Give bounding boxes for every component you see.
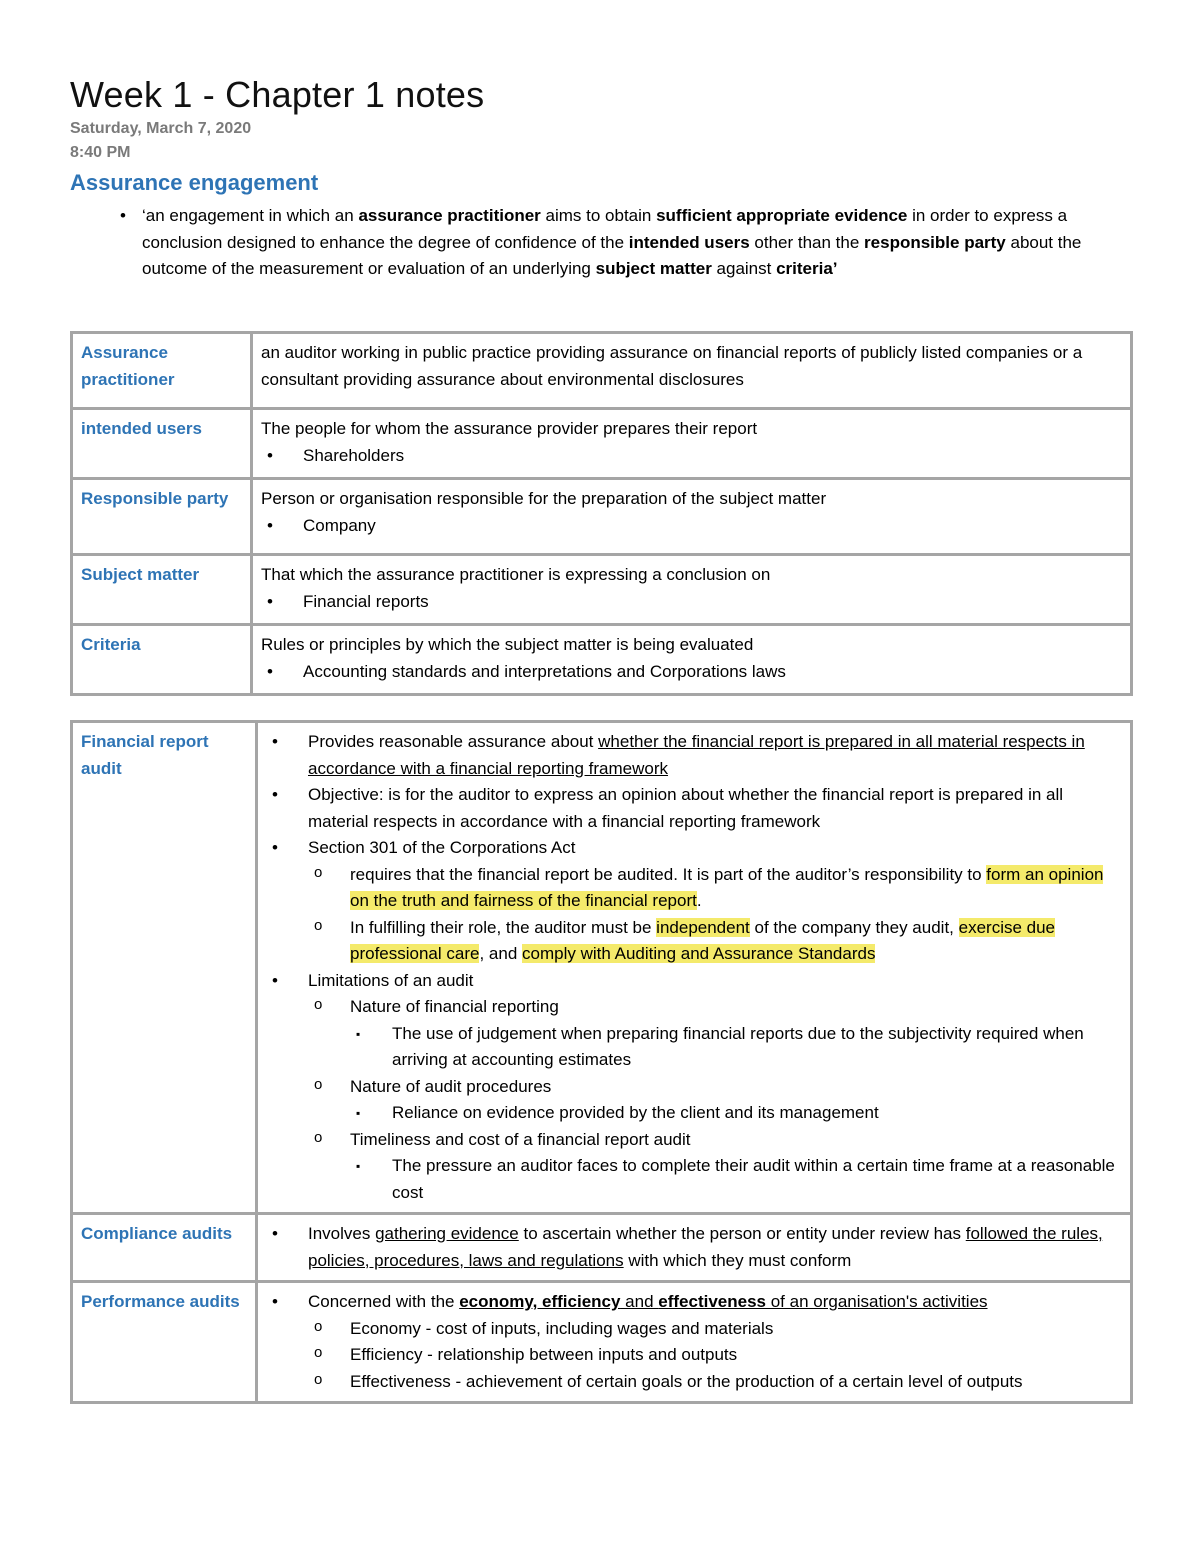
- section-heading: Assurance engagement: [70, 170, 319, 195]
- list-item: • Section 301 of the Corporations Act o requires that the financial report be audited. It is part of the auditor’s responsibility to form an opinion on the truth and fairness of the financial report. o In fulfilling their role, the auditor must be independent of the company they audit, exercise due professional care, and comply with Auditing and Assurance Standards: [266, 835, 1122, 968]
- list-item: • Concerned with the economy, efficiency and effectiveness of an organisation's activities o Economy - cost of inputs, including wages and materials o Efficiency - relationship between inputs and outputs o Effectiveness - achievement of certain goals or the production of a certain level of outputs: [266, 1289, 1122, 1395]
- table-row: [72, 555, 1132, 625]
- highlight: exercise due professional care: [350, 917, 1056, 963]
- list-item: o Economy - cost of inputs, including wages and materials: [308, 1316, 1122, 1343]
- table-row: [72, 1214, 1132, 1282]
- list-item: ▪ The pressure an auditor faces to complete their audit within a certain time frame at a reasonable cost: [350, 1153, 1122, 1206]
- highlight: independent: [656, 917, 750, 937]
- table-row: [72, 409, 1132, 479]
- table-row: [72, 479, 1132, 555]
- list-item: • Financial reports: [261, 589, 1122, 616]
- page-date: Saturday, March 7, 2020: [70, 120, 252, 137]
- list-item: o requires that the financial report be audited. It is part of the auditor’s responsibility to form an opinion on the truth and fairness of the financial report.: [308, 862, 1122, 915]
- list-item: • Shareholders: [261, 443, 1122, 470]
- table-row: [72, 722, 1132, 1214]
- list-item: ▪ The use of judgement when preparing financial reports due to the subjectivity required when arriving at accounting estimates: [350, 1021, 1122, 1074]
- list-item: • Objective: is for the auditor to express an opinion about whether the financial report is prepared in all material respects in accordance with a financial reporting framework: [266, 782, 1122, 835]
- list-item: • Accounting standards and interpretations and Corporations laws: [261, 659, 1122, 686]
- list-item: o Nature of audit procedures ▪ Reliance on evidence provided by the client and its management: [308, 1074, 1122, 1127]
- list-item: o Nature of financial reporting ▪ The use of judgement when preparing financial reports due to the subjectivity required when arriving at accounting estimates: [308, 994, 1122, 1074]
- term-cell: Assurance practitioner: [72, 333, 252, 409]
- term-cell: Financial report audit: [72, 722, 257, 1214]
- list-item: o Timeliness and cost of a financial report audit ▪ The pressure an auditor faces to complete their audit within a certain time frame at a reasonable cost: [308, 1127, 1122, 1207]
- audit-types-table: [70, 720, 1133, 1404]
- definition-paragraph: [120, 203, 1140, 283]
- description-cell: [257, 1214, 1132, 1282]
- term-cell: Responsible party: [72, 479, 252, 555]
- list-item: ▪ Reliance on evidence provided by the client and its management: [350, 1100, 1122, 1127]
- term-cell: Compliance audits: [72, 1214, 257, 1282]
- definitions-table: [70, 331, 1133, 696]
- description-cell: an auditor working in public practice providing assurance on financial reports of publicly listed companies or a consultant providing assurance about environmental disclosures: [252, 333, 1132, 409]
- term-cell: intended users: [72, 409, 252, 479]
- description-cell: That which the assurance practitioner is expressing a conclusion on • Financial reports: [252, 555, 1132, 625]
- term-cell: Subject matter: [72, 555, 252, 625]
- list-item: • Provides reasonable assurance about whether the financial report is prepared in all material respects in accordance with a financial reporting framework: [266, 729, 1122, 782]
- list-item: • Limitations of an audit o Nature of financial reporting ▪ The use of judgement when preparing financial reports due to the subjectivity required when arriving at accounting estimates o Nature of audit procedures ▪ Reliance on evidence provided by the client and its management o Timeliness and cost of a financial report audit ▪ The pressure an auditor faces to complete their audit within a certain time frame at a reasonable cost: [266, 968, 1122, 1207]
- page-time: 8:40 PM: [70, 144, 131, 161]
- description-cell: [257, 1282, 1132, 1403]
- description-cell: Rules or principles by which the subject matter is being evaluated • Accounting standards and interpretations and Corporations laws: [252, 625, 1132, 695]
- term-cell: Criteria: [72, 625, 252, 695]
- description-cell: The people for whom the assurance provider prepares their report • Shareholders: [252, 409, 1132, 479]
- table-row: [72, 333, 1132, 409]
- definition-text: ‘an engagement in which an assurance practitioner aims to obtain sufficient appropriate evidence in order to express a conclusion designed to enhance the degree of confidence of the intended users other than the responsible party about the outcome of the measurement or evaluation of an underlying subject matter against criteria’: [142, 206, 1082, 278]
- description-cell: [257, 722, 1132, 1214]
- list-item: o Efficiency - relationship between inputs and outputs: [308, 1342, 1122, 1369]
- description-cell: Person or organisation responsible for the preparation of the subject matter • Company: [252, 479, 1132, 555]
- list-item: • Involves gathering evidence to ascertain whether the person or entity under review has followed the rules, policies, procedures, laws and regulations with which they must conform: [266, 1221, 1122, 1274]
- table-row: [72, 1282, 1132, 1403]
- list-item: • Company: [261, 513, 1122, 540]
- page-title: Week 1 - Chapter 1 notes: [70, 74, 485, 115]
- table-row: [72, 625, 1132, 695]
- highlight: form an opinion on the truth and fairness of the financial report: [350, 864, 1104, 910]
- term-cell: Performance audits: [72, 1282, 257, 1403]
- list-item: o In fulfilling their role, the auditor must be independent of the company they audit, exercise due professional care, and comply with Auditing and Assurance Standards: [308, 915, 1122, 968]
- bullet-icon: •: [120, 206, 126, 225]
- list-item: o Effectiveness - achievement of certain goals or the production of a certain level of outputs: [308, 1369, 1122, 1396]
- highlight: comply with Auditing and Assurance Standards: [522, 944, 876, 963]
